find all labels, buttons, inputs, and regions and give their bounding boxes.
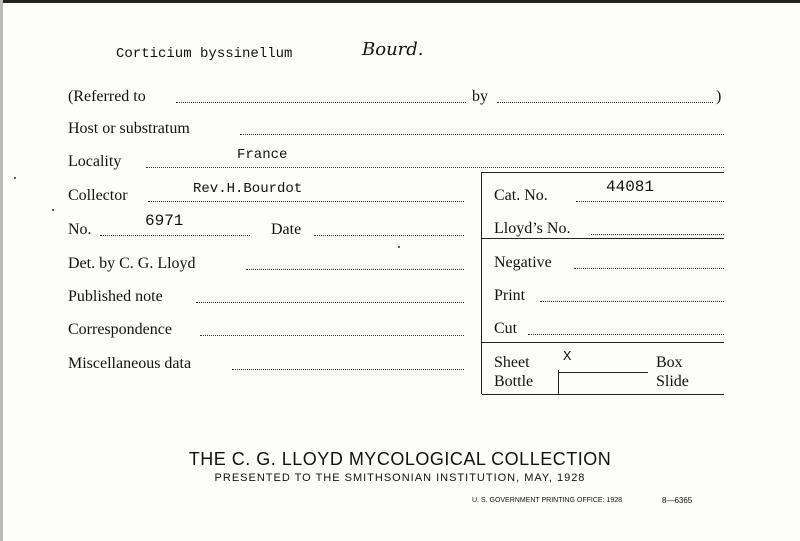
locality-label: Locality	[68, 153, 122, 170]
lloyds-no-label: Lloyd’s No.	[494, 220, 571, 237]
host-line	[240, 134, 724, 135]
misc-line	[232, 369, 464, 370]
close-paren: )	[716, 88, 722, 105]
referred-to-label: (Referred to	[68, 88, 146, 105]
card-top-edge	[0, 0, 800, 3]
right-box-divider	[481, 172, 482, 394]
paper-speck	[52, 209, 54, 211]
det-by-label: Det. by C. G. Lloyd	[68, 255, 196, 272]
lloyds-no-line	[591, 234, 724, 235]
no-label: No.	[68, 221, 92, 238]
locality-line	[146, 167, 724, 168]
correspondence-label: Correspondence	[68, 321, 172, 338]
collector-line	[148, 201, 464, 202]
cat-no-line	[576, 201, 724, 202]
det-by-line	[246, 269, 464, 270]
negative-label: Negative	[494, 254, 552, 271]
print-label: Print	[494, 287, 526, 304]
cut-label: Cut	[494, 320, 518, 337]
box-label: Box	[656, 354, 683, 371]
referred-to-line	[176, 102, 466, 103]
print-line	[540, 301, 724, 302]
cat-no-label: Cat. No.	[494, 187, 548, 204]
paper-speck	[14, 177, 16, 179]
cut-line	[528, 334, 724, 335]
sheet-label: Sheet	[494, 354, 530, 371]
number-value: 6971	[145, 212, 184, 230]
form-number: 8—6365	[662, 496, 693, 505]
no-line	[100, 235, 250, 236]
collector-value: Rev.H.Bourdot	[193, 181, 303, 197]
published-note-label: Published note	[68, 288, 163, 305]
host-label: Host or substratum	[68, 120, 190, 137]
cat-no-value: 44081	[606, 178, 655, 196]
printer-imprint: U. S. GOVERNMENT PRINTING OFFICE: 1928	[472, 497, 623, 504]
collector-label: Collector	[68, 187, 128, 204]
collection-title: THE C. G. LLOYD MYCOLOGICAL COLLECTION	[188, 449, 612, 469]
correspondence-line	[200, 335, 464, 336]
locality-value: France	[237, 147, 288, 163]
right-box-bottom	[482, 394, 724, 395]
collection-subtitle: PRESENTED TO THE SMITHSONIAN INSTITUTION, MAY, 1928	[214, 472, 586, 484]
negative-line	[574, 268, 724, 269]
lloyds-no-rule	[482, 238, 724, 239]
paper-speck	[398, 246, 400, 248]
sheet-divider	[558, 370, 559, 394]
sheet-rule	[558, 372, 648, 373]
specimen-name: Corticium byssinellum	[116, 46, 293, 62]
by-label: by	[472, 88, 488, 105]
bottle-label: Bottle	[494, 373, 534, 390]
right-box-top	[482, 172, 724, 173]
date-line	[314, 235, 464, 236]
slide-label: Slide	[656, 373, 689, 390]
cut-rule	[482, 342, 724, 343]
by-line	[497, 102, 713, 103]
sheet-mark: X	[563, 349, 572, 365]
misc-label: Miscellaneous data	[68, 355, 192, 372]
date-label: Date	[271, 221, 302, 238]
published-note-line	[196, 302, 464, 303]
specimen-author-handwritten: Bourd.	[362, 39, 424, 60]
